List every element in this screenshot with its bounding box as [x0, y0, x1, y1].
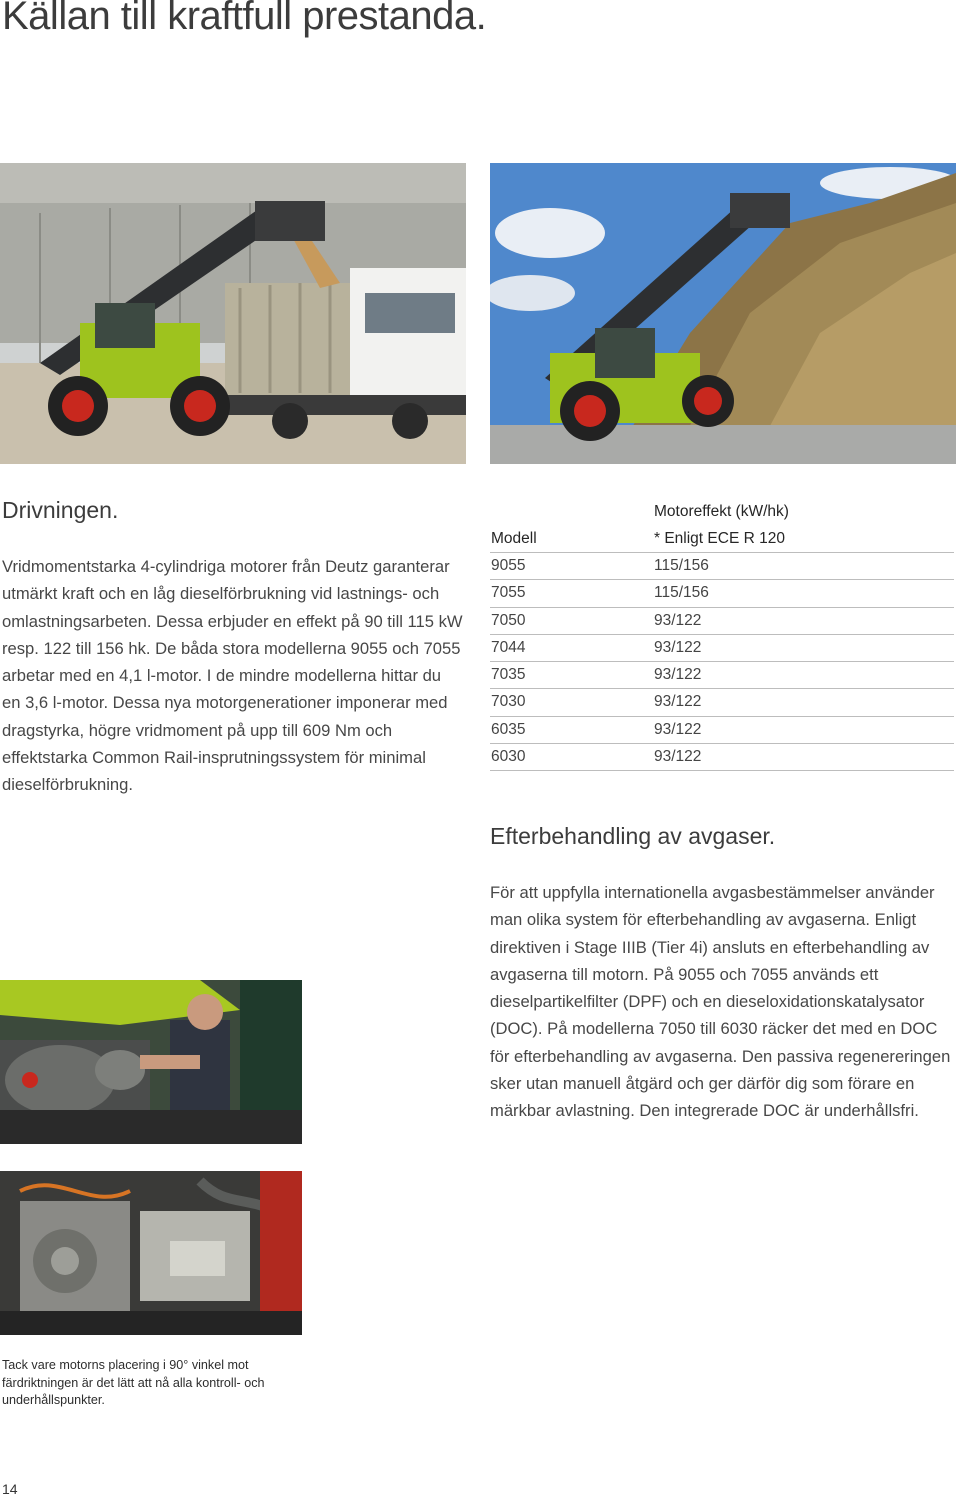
table-header — [490, 498, 954, 552]
table-row — [490, 688, 954, 715]
col-power-heading: Motoreffekt (kW/hk) — [654, 503, 789, 520]
drivetrain-heading: Drivningen. — [2, 497, 119, 523]
cell-model: 7044 — [491, 638, 526, 656]
photo-engine-closeup — [0, 1171, 302, 1335]
cell-power: 93/122 — [654, 748, 702, 766]
drivetrain-text: Vridmomentstarka 4-cylindriga motorer från Deutz garanterar utmärkt kraft och en låg dieselförbrukning vid lastnings- och omlastningsarbeten. Dessa erbjuder en effekt på 90 till 115 kW resp. 122 till 156 hk. De båda stora modellerna 9055 och 7055 arbetar med en 4,1 l-motor. I de mindre modellerna hittar du en 3,6 l-motor. Dessa nya motorgenerationer imponerar med dragstyrka, högre vridmoment på upp till 609 Nm och effektstarka Common Rail-insprutningssystem för minimal dieselförbrukning. — [2, 557, 463, 795]
cell-power: 93/122 — [654, 666, 702, 684]
photo-telehandler-loading-truck — [0, 163, 466, 464]
cell-model: 7030 — [491, 693, 526, 711]
cell-model: 7050 — [491, 611, 526, 629]
page-headline: Källan till kraftfull prestanda. — [2, 0, 487, 38]
col-model-heading: Modell — [491, 530, 537, 547]
table-row — [490, 607, 954, 634]
cell-model: 7035 — [491, 666, 526, 684]
cell-power: 93/122 — [654, 638, 702, 656]
photo-telehandler-silage — [490, 163, 956, 464]
aftertreatment-text: För att uppfylla internationella avgasbestämmelser använder man olika system för efterbehandling av avgaserna. Enligt direktiven i Stage IIIB (Tier 4i) ansluts en efterbehandling av avgaserna till motorn. På 9055 och 7055 används ett dieselpartikelfilter (DPF) och en dieseloxidationskatalysator (DOC). På modellerna 7050 till 6030 räcker det med en DOC för efterbehandling av avgaserna. Den passiva regenereringen sker utan manuell åtgärd och ger därför dig som förare en märkbar avlastning. Den integrerade DOC är underhållsfri. — [490, 883, 951, 1121]
photo-caption: Tack vare motorns placering i 90° vinkel mot färdriktningen är det lätt att nå alla kontroll- och underhållspunkter. — [2, 1358, 265, 1408]
page-number: 14 — [2, 1481, 18, 1497]
col-power-subheading: * Enligt ECE R 120 — [654, 530, 785, 547]
cell-model: 6030 — [491, 748, 526, 766]
cell-model: 9055 — [491, 557, 526, 574]
photo-mechanic-engine — [0, 980, 302, 1144]
table-row — [490, 661, 954, 688]
cell-model: 6035 — [491, 720, 526, 738]
table-row — [490, 552, 954, 579]
cell-power: 93/122 — [654, 611, 702, 629]
aftertreatment-heading: Efterbehandling av avgaser. — [490, 823, 776, 849]
cell-power: 93/122 — [654, 720, 702, 738]
cell-power: 115/156 — [654, 557, 709, 574]
table-row — [490, 716, 954, 743]
cell-model: 7055 — [491, 584, 526, 602]
table-row — [490, 579, 954, 606]
cell-power: 93/122 — [654, 693, 702, 711]
engine-power-table — [490, 498, 954, 771]
table-row — [490, 743, 954, 771]
table-row — [490, 634, 954, 661]
cell-power: 115/156 — [654, 584, 709, 602]
